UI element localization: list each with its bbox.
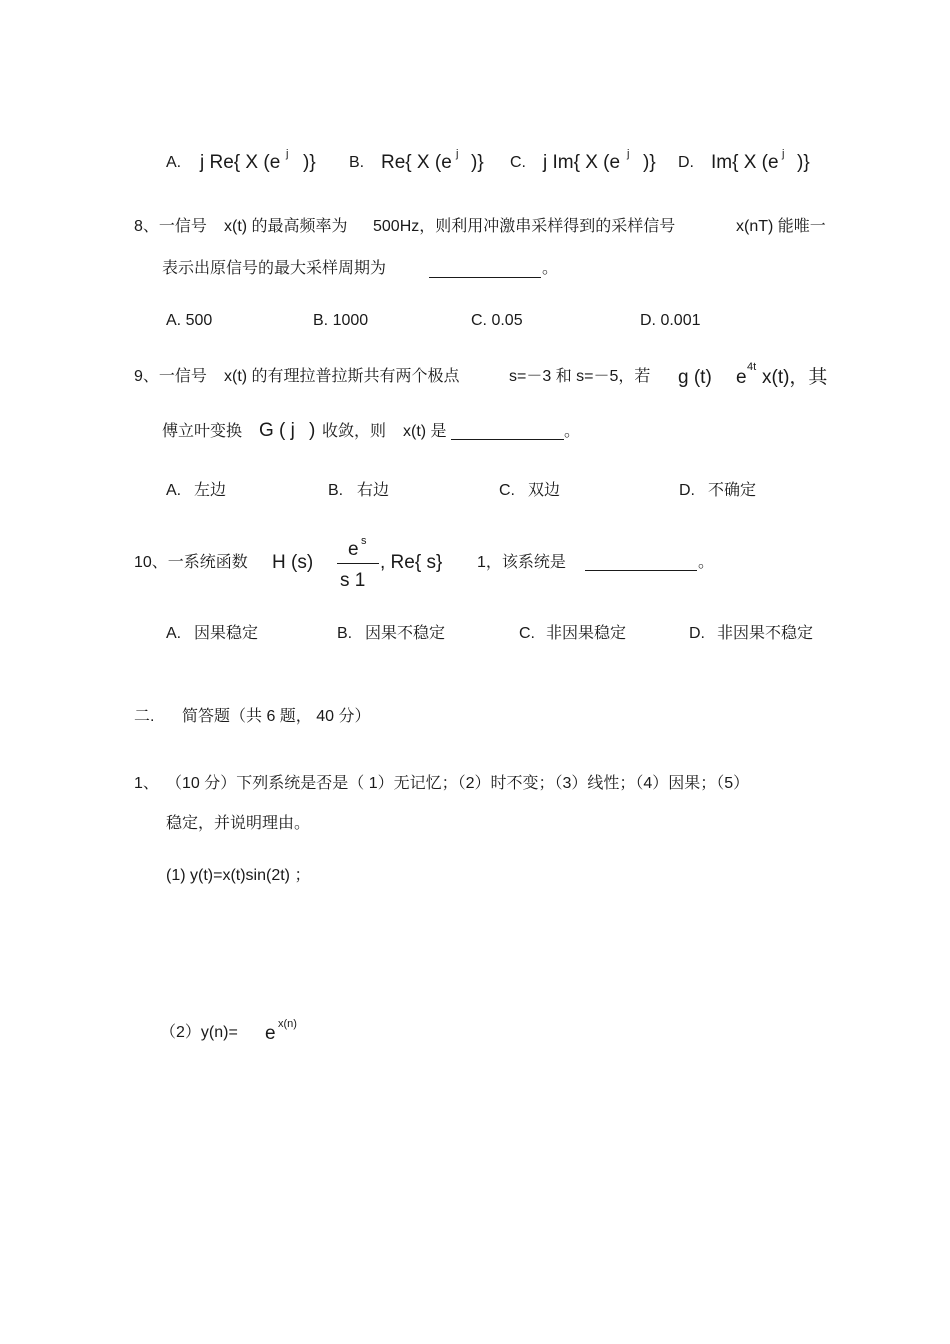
q9-option-d-label: D.	[679, 482, 695, 499]
q9-e: e	[736, 367, 747, 388]
q9-line2b: 收敛，则	[322, 423, 387, 440]
q10-end: 。	[698, 554, 715, 571]
q7-option-d-sup: j	[782, 148, 785, 160]
q8-option-c: C. 0.05	[471, 312, 523, 329]
q7-option-d-label: D.	[678, 154, 694, 171]
q10-answer-blank	[585, 555, 697, 571]
q9-xtt: x(t)，其	[762, 367, 828, 388]
q10-option-c-label: C.	[519, 625, 535, 642]
q9-option-b: 右边	[357, 482, 390, 499]
q10-numerator-e: e	[348, 539, 359, 560]
q9-g: g (t)	[678, 367, 712, 388]
q8-xnt: x(nT) 能唯一	[736, 218, 826, 235]
q7-option-c-text: j Im{ X (e	[543, 152, 621, 173]
q10-re: , Re{ s}	[380, 552, 443, 573]
s2q1-number: 1、	[134, 775, 159, 792]
q8-answer-blank	[429, 262, 541, 278]
q7-option-b-text: Re{ X (e	[381, 152, 452, 173]
q7-option-a-end: )}	[303, 152, 316, 173]
q10-option-b-label: B.	[337, 625, 353, 642]
q8-number: 8、一信号	[134, 218, 207, 235]
q7-option-a-text: j Re{ X (e	[200, 152, 281, 173]
q10-option-a-label: A.	[166, 625, 182, 642]
q9-poles: s=－3 和 s=－5，若	[509, 368, 651, 385]
q9-option-c: 双边	[528, 482, 561, 499]
q9-G: G ( j	[259, 420, 295, 441]
q7-option-c-label: C.	[510, 154, 526, 171]
q9-line2a: 傅立叶变换	[162, 423, 243, 440]
q7-option-c-end: )}	[643, 152, 656, 173]
q8-xt: x(t) 的最高频率为	[224, 218, 348, 235]
q9-option-c-label: C.	[499, 482, 515, 499]
s2q1-part2: （2）y(n)=	[160, 1024, 238, 1041]
q7-option-d-end: )}	[797, 152, 810, 173]
q9-line2c: x(t) 是	[403, 423, 447, 440]
q9-option-a: 左边	[194, 482, 227, 499]
q8-option-d: D. 0.001	[640, 312, 701, 329]
q9-end: 。	[564, 423, 581, 440]
q10-option-d: 非因果不稳定	[717, 625, 814, 642]
q9-option-b-label: B.	[328, 482, 344, 499]
q10-H: H (s)	[272, 552, 314, 573]
q9-answer-blank	[451, 424, 564, 440]
q7-option-d-text: Im{ X (e	[711, 152, 779, 173]
q10-option-c: 非因果稳定	[546, 625, 627, 642]
q8-end: 。	[542, 260, 559, 277]
q9-xt: x(t) 的有理拉普拉斯共有两个极点	[224, 368, 460, 385]
q10-option-d-label: D.	[689, 625, 705, 642]
q9-option-a-label: A.	[166, 482, 182, 499]
q9-option-d: 不确定	[708, 482, 757, 499]
q9-e-sup: 4t	[747, 361, 757, 373]
q7-option-b-label: B.	[349, 154, 365, 171]
q10-option-a: 因果稳定	[194, 625, 259, 642]
q8-line2: 表示出原信号的最大采样周期为	[162, 260, 387, 277]
q8-option-b: B. 1000	[313, 312, 369, 329]
q7-option-b-sup: j	[456, 148, 459, 160]
s2q1-line2: 稳定，并说明理由。	[166, 815, 311, 832]
q10-number: 10、一系统函数	[134, 554, 248, 571]
section-2-title: 简答题（共 6 题， 40 分）	[182, 708, 371, 725]
q10-option-b: 因果不稳定	[365, 625, 446, 642]
q10-one: 1，该系统是	[477, 554, 566, 571]
q7-option-b-end: )}	[471, 152, 484, 173]
q10-fraction-bar	[337, 563, 379, 564]
q7-option-c-sup: j	[627, 148, 630, 160]
q8-option-a: A. 500	[166, 312, 213, 329]
q8-freq: 500Hz，则利用冲激串采样得到的采样信号	[373, 218, 676, 235]
q7-option-a-label: A.	[166, 154, 182, 171]
q9-G-end: )	[309, 420, 316, 441]
s2q1-part1: (1) y(t)=x(t)sin(2t) ；	[166, 867, 311, 884]
q7-option-a-sup: j	[286, 148, 289, 160]
q10-denominator: s 1	[340, 570, 366, 591]
s2q1-part2-e: e	[265, 1023, 276, 1044]
q9-number: 9、一信号	[134, 368, 207, 385]
s2q1-line1: （10 分）下列系统是否是（ 1）无记忆；（2）时不变；（3）线性；（4）因果；（5）	[166, 775, 750, 792]
q10-numerator-sup: s	[361, 535, 367, 547]
s2q1-part2-sup: x(n)	[278, 1018, 297, 1030]
section-2-label: 二.	[134, 708, 155, 725]
